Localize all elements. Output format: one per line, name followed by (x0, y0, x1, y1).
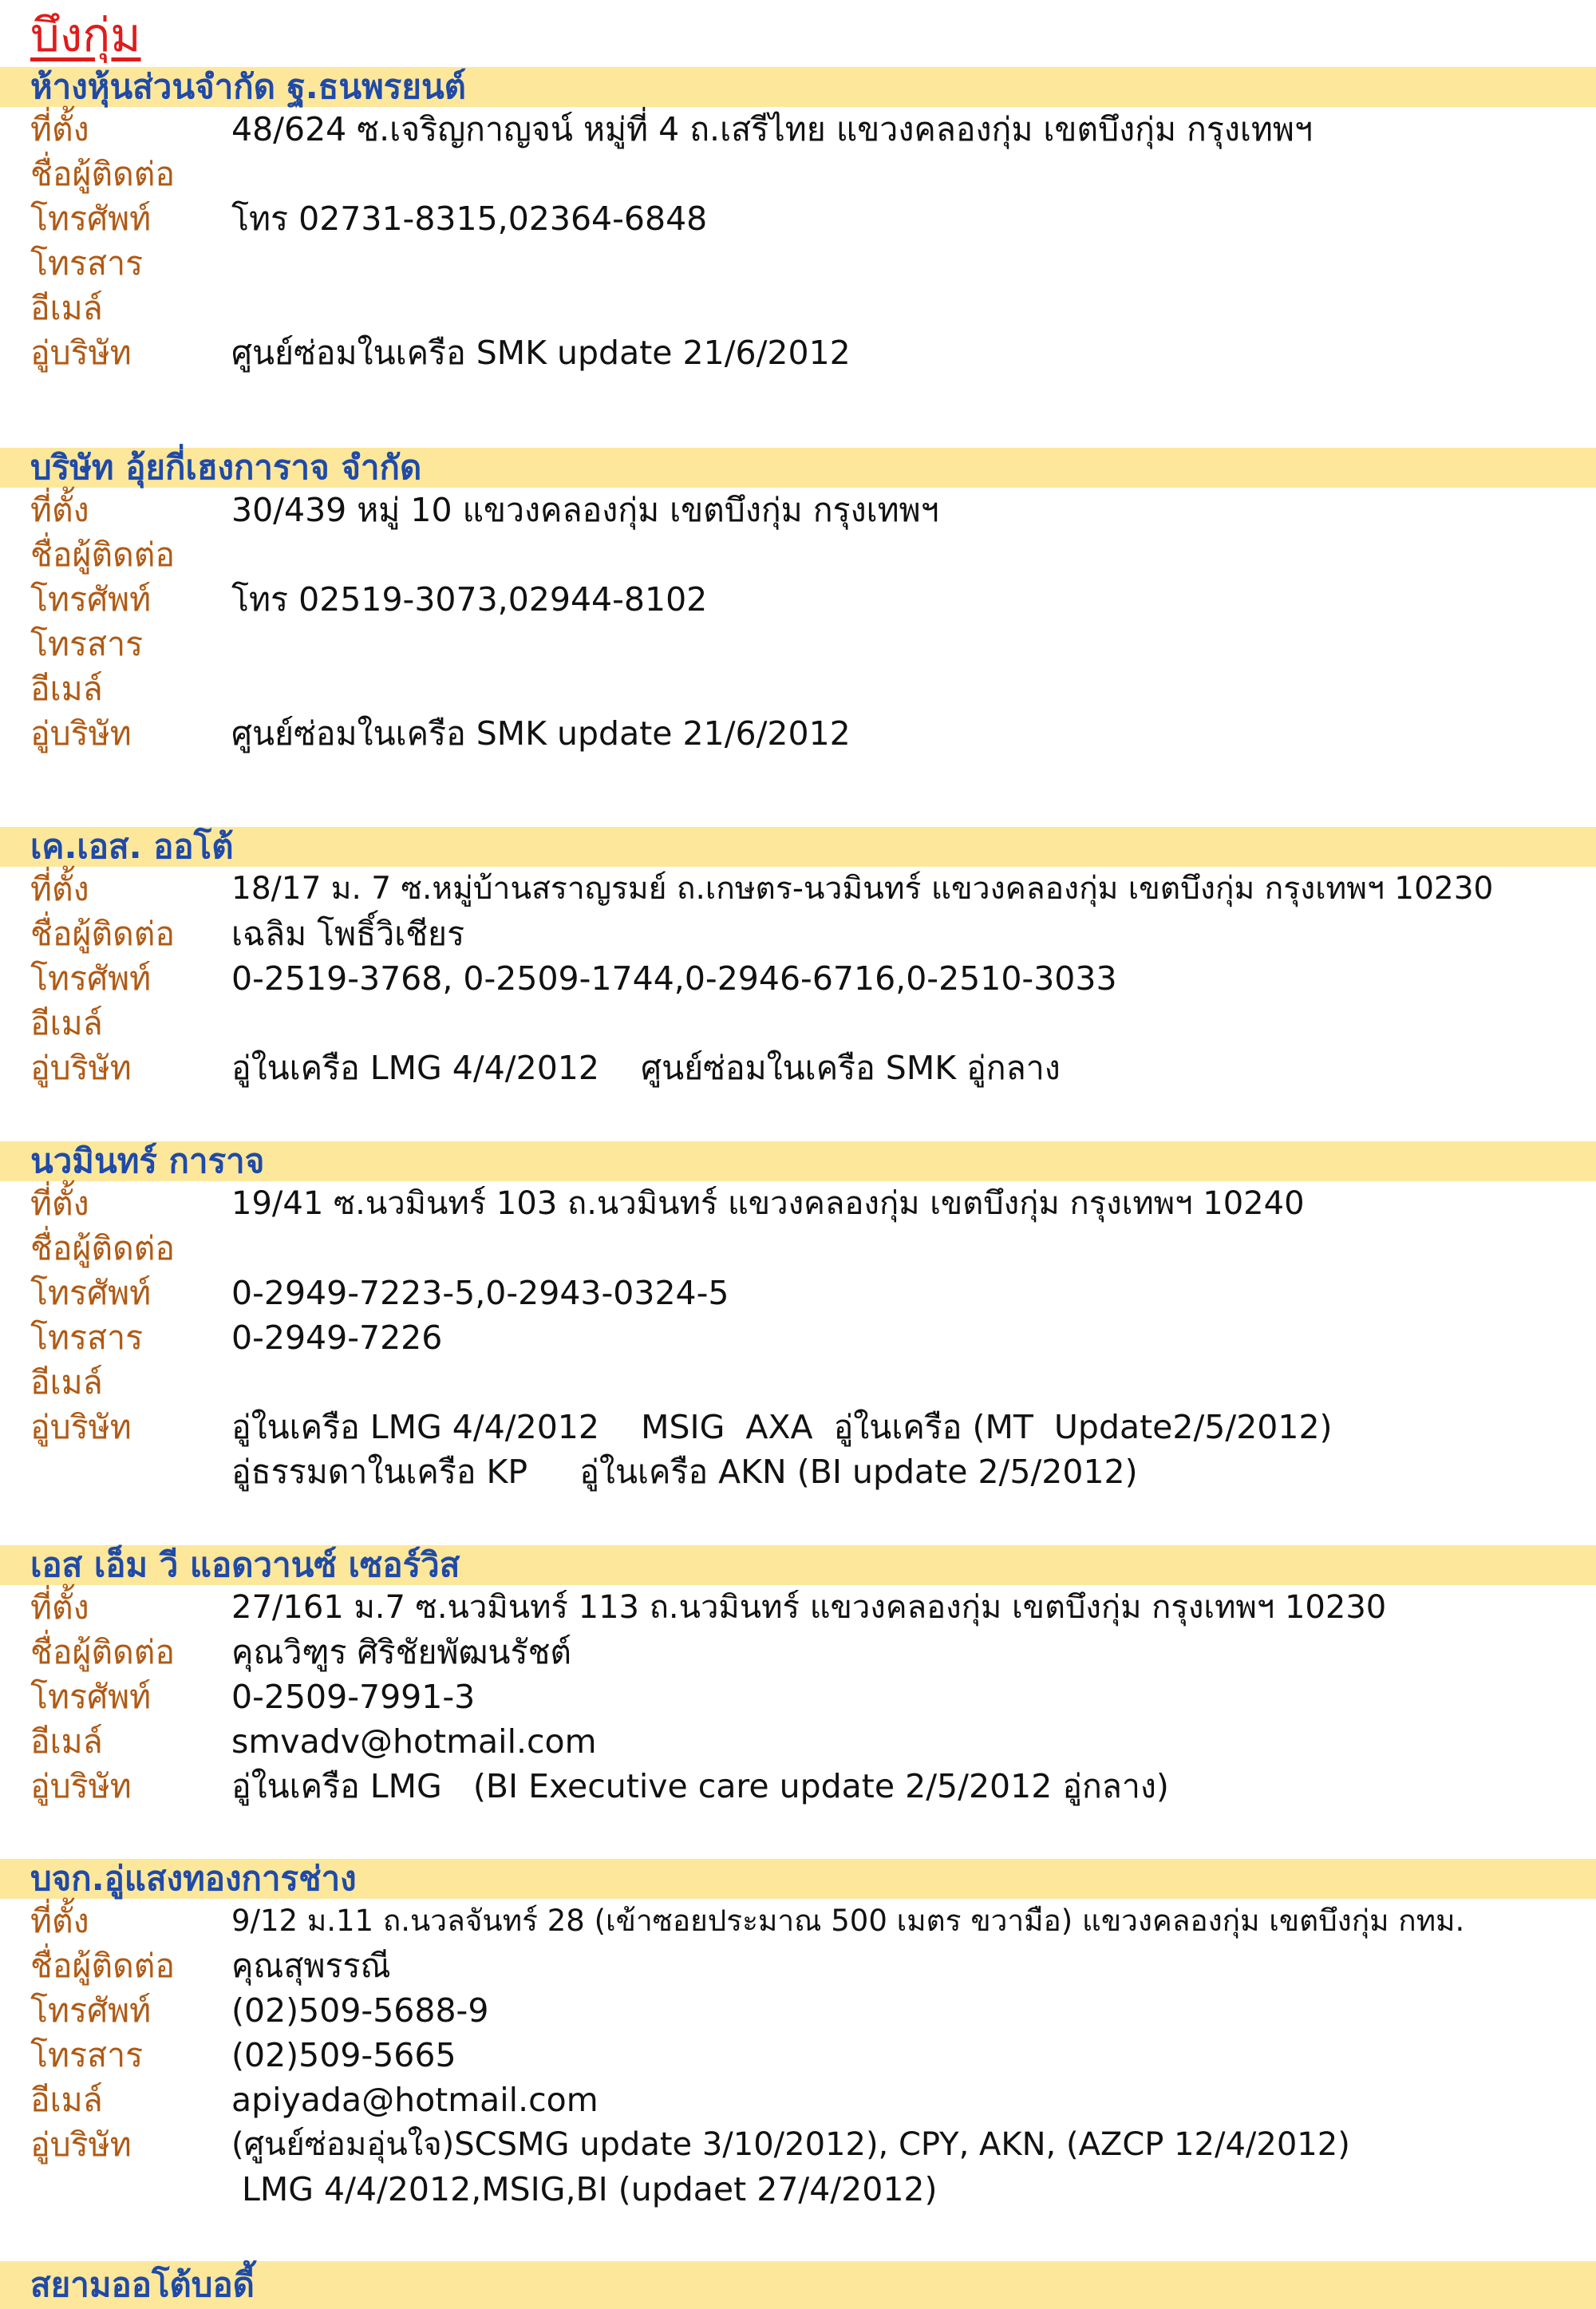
phone-label: โทรศัพท์ (30, 200, 152, 238)
email-label: อีเมล์ (30, 1004, 103, 1042)
network-value: อู่ในเครือ LMG 4/4/2012 MSIG AXA อู่ในเครือ (MT Update2/5/2012) (231, 1408, 1333, 1446)
fax-row (0, 622, 1596, 666)
address-value: 27/161 ม.7 ซ.นวมินทร์ 113 ถ.นวมินทร์ แขวงคลองกุ่ม เขตบึงกุ่ม กรุงเทพฯ 10230 (231, 1589, 1387, 1626)
network-label: อู่บริษัท (30, 1049, 132, 1087)
fax-row (0, 1315, 1596, 1360)
garage-entry (0, 448, 1596, 756)
email-row (0, 1360, 1596, 1405)
email-label: อีเมล์ (30, 670, 103, 708)
contact-row (0, 1943, 1596, 1988)
email-label: อีเมล์ (30, 289, 103, 327)
contact-label: ชื่อผู้ติดต่อ (30, 1947, 175, 1985)
network-label: อู่บริษัท (30, 2125, 132, 2164)
garage-entry (0, 827, 1596, 1090)
fax-value: (02)509-5665 (231, 2036, 456, 2074)
network-row (0, 1046, 1596, 1090)
phone-value: 0-2949-7223-5,0-2943-0324-5 (231, 1274, 729, 1312)
address-row (0, 867, 1596, 911)
address-label: ที่ตั้ง (30, 110, 89, 148)
email-label: อีเมล์ (30, 1722, 103, 1761)
network-row (0, 1405, 1596, 1449)
phone-value: 0-2519-3768, 0-2509-1744,0-2946-6716,0-2510-3033 (231, 959, 1117, 998)
contact-label: ชื่อผู้ติดต่อ (30, 915, 175, 953)
email-row (0, 666, 1596, 711)
contact-row (0, 1630, 1596, 1674)
phone-row (0, 1271, 1596, 1315)
address-value: 19/41 ซ.นวมินทร์ 103 ถ.นวมินทร์ แขวงคลองกุ่ม เขตบึงกุ่ม กรุงเทพฯ 10240 (231, 1185, 1305, 1222)
contact-label: ชื่อผู้ติดต่อ (30, 1229, 175, 1267)
garage-entry-cutoff (0, 2261, 1596, 2304)
email-value: apiyada@hotmail.com (231, 2081, 598, 2119)
network-row (0, 2122, 1596, 2167)
phone-label: โทรศัพท์ (30, 959, 152, 998)
network-row (0, 1764, 1596, 1809)
company-name: สยามออโต้บอดี้ (0, 2261, 1596, 2309)
phone-label: โทรศัพท์ (30, 1274, 152, 1312)
email-row (0, 1719, 1596, 1764)
contact-row (0, 911, 1596, 956)
address-label: ที่ตั้ง (30, 1902, 89, 1940)
phone-row (0, 956, 1596, 1001)
fax-row (0, 241, 1596, 286)
phone-value: โทร 02731-8315,02364-6848 (231, 200, 708, 238)
email-row (0, 1001, 1596, 1046)
network-row (0, 330, 1596, 375)
company-name: บจก.อู่แสงทองการช่าง (0, 1859, 1596, 1899)
network-value: (ศูนย์ซ่อมอุ่นใจ)SCSMG update 3/10/2012), CPY, AKN, (AZCP 12/4/2012) (231, 2126, 1350, 2163)
address-row (0, 488, 1596, 532)
phone-row (0, 196, 1596, 241)
address-row (0, 107, 1596, 152)
network-label: อู่บริษัท (30, 334, 132, 372)
network-value: อู่ในเครือ LMG 4/4/2012 ศูนย์ซ่อมในเครือ SMK อู่กลาง (231, 1049, 1061, 1087)
contact-label: ชื่อผู้ติดต่อ (30, 1633, 175, 1671)
phone-row (0, 1674, 1596, 1719)
fax-row (0, 2033, 1596, 2078)
network-label: อู่บริษัท (30, 714, 132, 753)
network-label: อู่บริษัท (30, 1408, 132, 1446)
phone-label: โทรศัพท์ (30, 1678, 152, 1716)
network-value: ศูนย์ซ่อมในเครือ SMK update 21/6/2012 (231, 714, 851, 753)
phone-value: 0-2509-7991-3 (231, 1678, 476, 1716)
phone-label: โทรศัพท์ (30, 1991, 152, 2030)
network-value-continued: อู่ธรรมดาในเครือ KP อู่ในเครือ AKN (BI update 2/5/2012) (231, 1453, 1138, 1491)
contact-row (0, 1226, 1596, 1271)
contact-row (0, 152, 1596, 196)
contact-value: คุณสุพรรณี (231, 1947, 391, 1985)
address-value: 48/624 ซ.เจริญกาญจน์ หมู่ที่ 4 ถ.เสรีไทย แขวงคลองกุ่ม เขตบึงกุ่ม กรุงเทพฯ (231, 110, 1313, 148)
email-label: อีเมล์ (30, 2081, 103, 2119)
phone-row (0, 577, 1596, 622)
district-title: บึงกุ่ม (30, 8, 141, 62)
address-value: 30/439 หมู่ 10 แขวงคลองกุ่ม เขตบึงกุ่ม กรุงเทพฯ (231, 491, 939, 529)
company-name: เอส เอ็ม วี แอดวานซ์ เซอร์วิส (0, 1545, 1596, 1585)
garage-entry (0, 1141, 1596, 1494)
email-row (0, 2078, 1596, 2122)
address-row (0, 1899, 1596, 1943)
fax-label: โทรสาร (30, 244, 144, 283)
address-value: 18/17 ม. 7 ซ.หมู่บ้านสราญรมย์ ถ.เกษตร-นวมินทร์ แขวงคลองกุ่ม เขตบึงกุ่ม กรุงเทพฯ 10230 (231, 871, 1494, 907)
company-name: บริษัท อุ้ยกี่เฮงการาจ จำกัด (0, 448, 1596, 488)
network-value-continued: LMG 4/4/2012,MSIG,BI (updaet 27/4/2012) (231, 2170, 938, 2208)
email-label: อีเมล์ (30, 1363, 103, 1402)
company-name: ห้างหุ้นส่วนจำกัด ฐ.ธนพรยนต์ (0, 67, 1596, 107)
phone-row (0, 1988, 1596, 2033)
phone-value: โทร 02519-3073,02944-8102 (231, 580, 708, 619)
network-label: อู่บริษัท (30, 1767, 132, 1805)
address-row (0, 1585, 1596, 1630)
address-label: ที่ตั้ง (30, 491, 89, 529)
address-label: ที่ตั้ง (30, 870, 89, 908)
contact-value: เฉลิม โพธิ์วิเชียร (231, 915, 465, 953)
contact-label: ชื่อผู้ติดต่อ (30, 155, 175, 193)
company-name: นวมินทร์ การาจ (0, 1141, 1596, 1181)
contact-label: ชื่อผู้ติดต่อ (30, 536, 175, 574)
address-label: ที่ตั้ง (30, 1588, 89, 1627)
address-label: ที่ตั้ง (30, 1184, 89, 1223)
network-value: ศูนย์ซ่อมในเครือ SMK update 21/6/2012 (231, 334, 851, 372)
garage-entry (0, 67, 1596, 375)
email-value: smvadv@hotmail.com (231, 1722, 597, 1761)
fax-value: 0-2949-7226 (231, 1319, 443, 1357)
contact-value: คุณวิฑูร ศิริชัยพัฒนรัชต์ (231, 1633, 572, 1671)
garage-entry (0, 1545, 1596, 1809)
contact-row (0, 532, 1596, 577)
email-row (0, 286, 1596, 330)
network-row (0, 711, 1596, 756)
network-value: อู่ในเครือ LMG (BI Executive care update 2/5/2012 อู่กลาง) (231, 1767, 1169, 1805)
fax-label: โทรสาร (30, 2036, 144, 2074)
address-row (0, 1181, 1596, 1226)
phone-value: (02)509-5688-9 (231, 1991, 489, 2030)
address-value: 9/12 ม.11 ถ.นวลจันทร์ 28 (เข้าซอยประมาณ 500 เมตร ขวามือ) แขวงคลองกุ่ม เขตบึงกุ่ม กทม. (231, 1904, 1465, 1938)
phone-label: โทรศัพท์ (30, 580, 152, 619)
fax-label: โทรสาร (30, 1319, 144, 1357)
garage-entry (0, 1859, 1596, 2212)
company-name: เค.เอส. ออโต้ (0, 827, 1596, 867)
fax-label: โทรสาร (30, 625, 144, 663)
